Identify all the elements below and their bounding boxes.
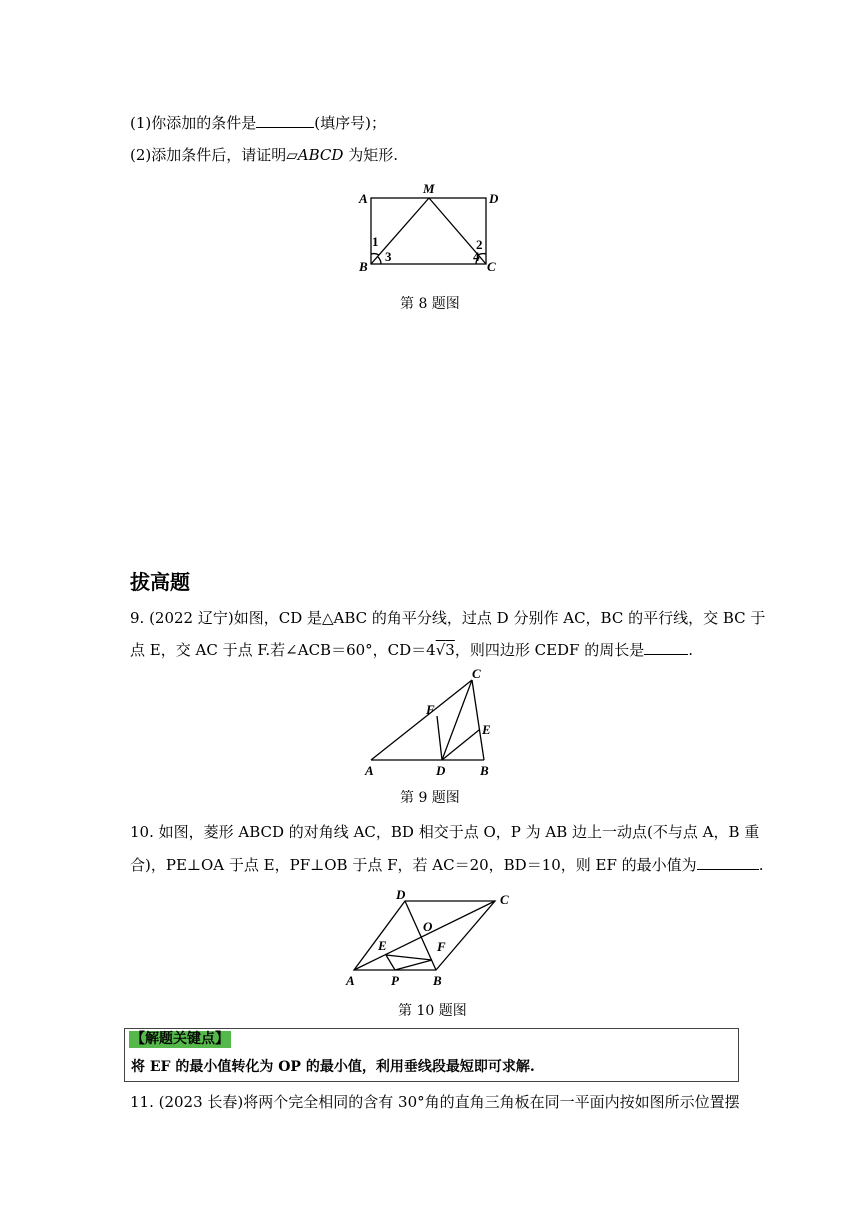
- q10-line2: [130, 855, 763, 875]
- q10-caption: 第 10 题图: [398, 1003, 467, 1019]
- q9-label-f: F: [426, 702, 435, 717]
- q10-label-f: F: [437, 939, 446, 954]
- sqrt-radicand: √3: [435, 641, 455, 659]
- sqrt-value: 3: [445, 641, 455, 659]
- q8-part2-text: (2)添加条件后，请证明▱: [130, 146, 298, 164]
- q10-line2-end: .: [758, 856, 764, 874]
- q9-label-d: D: [436, 763, 446, 778]
- q10-line2-text: 合)，PE⊥OA 于点 E，PF⊥OB 于点 F，若 AC＝20，BD＝10，则 EF 的最小值为: [130, 856, 697, 874]
- q10-figure: [340, 885, 520, 990]
- q9-label-a: A: [365, 763, 374, 778]
- q10-label-a: A: [346, 973, 355, 988]
- q10-line1: 10. 如图，菱形 ABCD 的对角线 AC，BD 相交于点 O，P 为 AB 边上一动点(不与点 A，B 重: [130, 823, 760, 841]
- q9-label-e: E: [482, 722, 491, 737]
- q10-label-d: D: [396, 887, 406, 902]
- q10-label-c: C: [500, 892, 509, 907]
- q10-label-o: O: [423, 919, 433, 934]
- q8-part2-var: ABCD: [297, 146, 344, 164]
- q8-angle-3: 3: [385, 249, 392, 264]
- q8-angle-4: 4: [473, 249, 480, 264]
- q9-caption: 第 9 题图: [400, 790, 460, 806]
- q9-line2-text: 点 E，交 AC 于点 F.若∠ACB＝60°，CD＝4: [130, 641, 436, 659]
- q9-label-c: C: [472, 666, 481, 681]
- q8-label-m: M: [423, 181, 435, 196]
- answer-blank[interactable]: [697, 855, 759, 870]
- section-title: 拔高题: [130, 570, 190, 594]
- key-point-tag: 【解题关键点】: [131, 1031, 229, 1047]
- answer-blank[interactable]: [644, 640, 688, 655]
- q8-label-a: A: [359, 191, 368, 206]
- q9-line2-suffix: ，则四边形 CEDF 的周长是: [454, 641, 645, 659]
- answer-blank[interactable]: [256, 113, 314, 128]
- q10-label-b: B: [433, 973, 442, 988]
- q8-part1-suffix: (填序号)；: [314, 114, 386, 132]
- q8-caption: 第 8 题图: [400, 296, 460, 312]
- key-point-box: [124, 1028, 739, 1082]
- q8-angle-2: 2: [476, 237, 483, 252]
- q8-label-d: D: [489, 191, 499, 206]
- q8-angle-1: 1: [372, 234, 379, 249]
- key-point-text: 将 EF 的最小值转化为 OP 的最小值，利用垂线段最短即可求解.: [131, 1059, 535, 1075]
- q9-line2: [130, 640, 693, 660]
- q11-line1: 11. (2023 长春)将两个完全相同的含有 30°角的直角三角板在同一平面内按如图所示位置摆: [130, 1093, 740, 1111]
- q10-label-e: E: [378, 938, 387, 953]
- q8-part2-suffix: 为矩形.: [348, 146, 398, 164]
- q8-part2: [130, 145, 398, 165]
- q9-line2-end: .: [688, 641, 694, 659]
- q8-part1-text: (1)你添加的条件是: [130, 114, 257, 132]
- q8-label-b: B: [359, 259, 368, 274]
- q9-label-b: B: [480, 763, 489, 778]
- q8-label-c: C: [487, 259, 496, 274]
- q8-figure: [355, 178, 505, 276]
- q10-label-p: P: [391, 973, 399, 988]
- q9-figure: [362, 664, 502, 779]
- q9-line1: 9. (2022 辽宁)如图，CD 是△ABC 的角平分线，过点 D 分别作 AC，BC 的平行线，交 BC 于: [130, 609, 766, 627]
- q8-part1: [130, 113, 386, 133]
